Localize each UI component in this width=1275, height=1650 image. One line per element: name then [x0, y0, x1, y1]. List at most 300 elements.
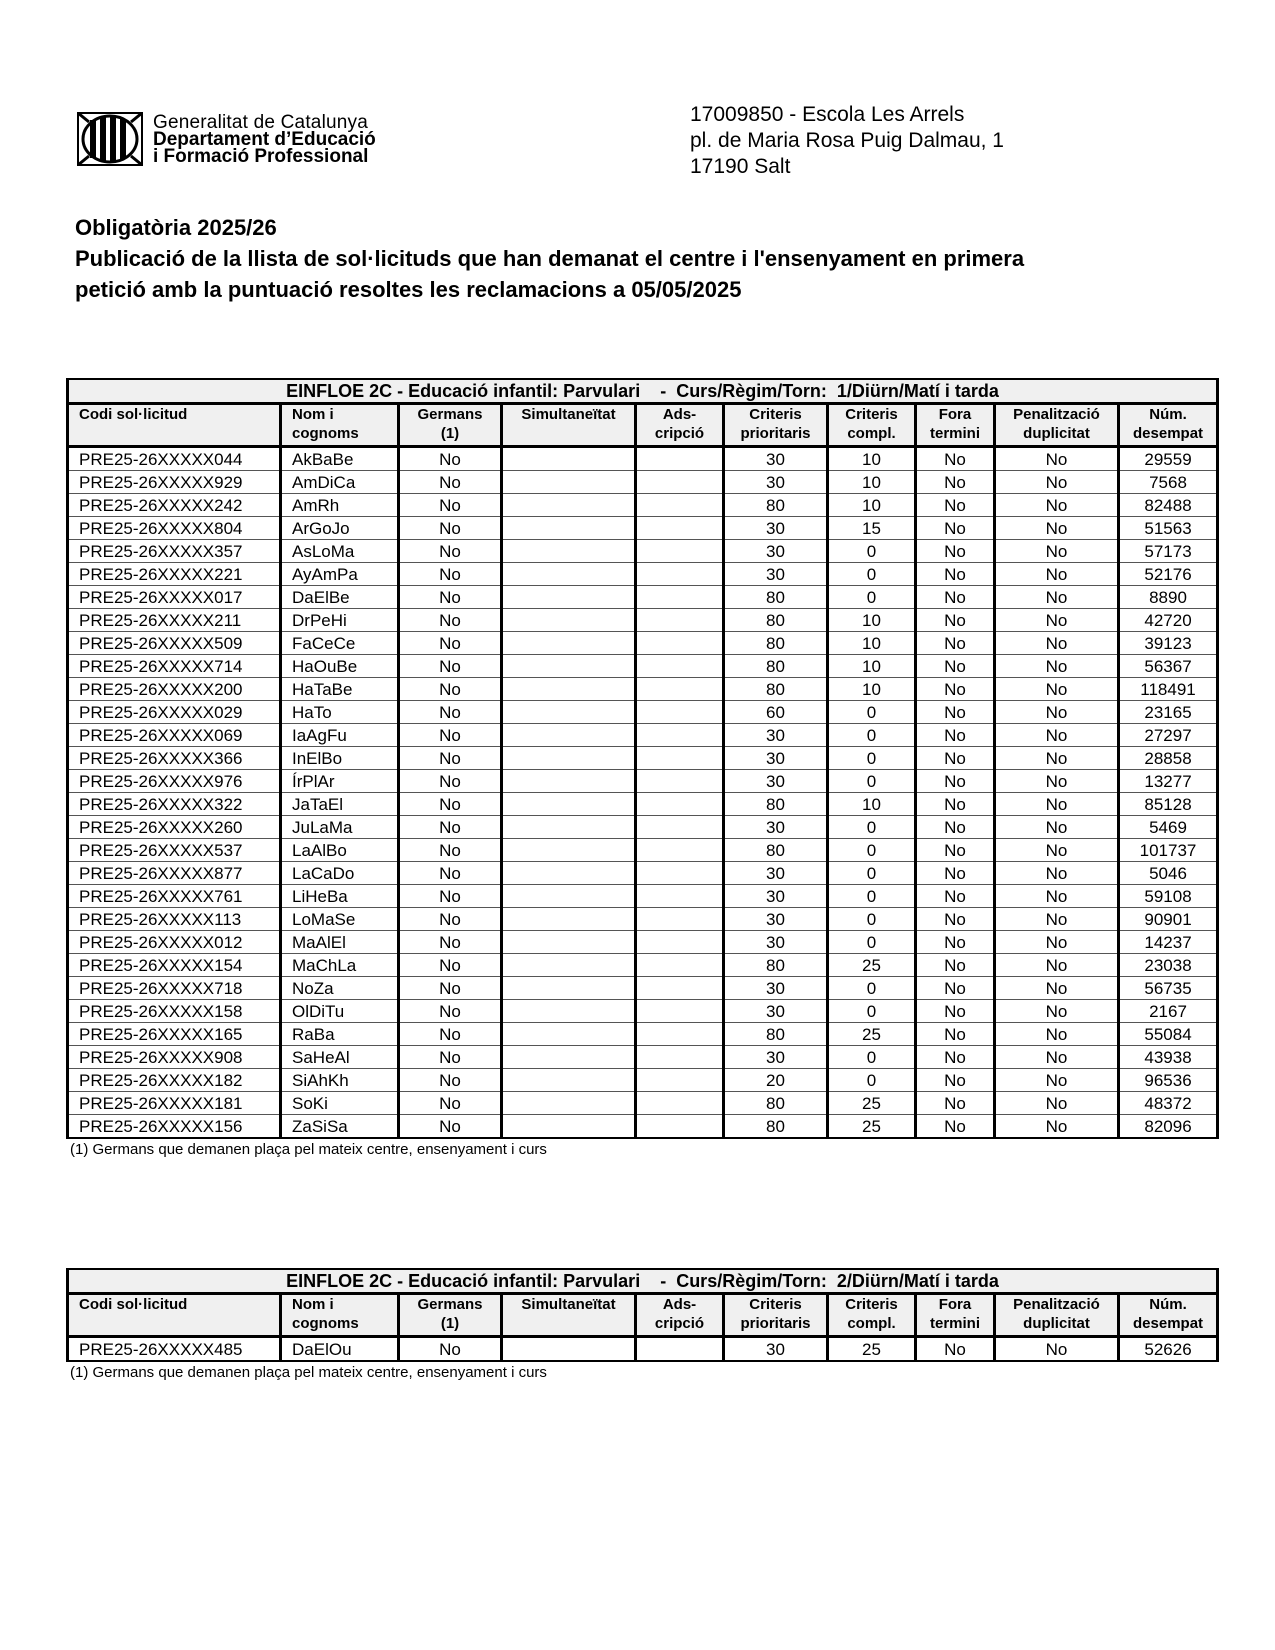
column-header [281, 1294, 399, 1337]
table-cell [636, 816, 724, 839]
table-cell: No [995, 839, 1119, 862]
table-cell: 0 [828, 770, 916, 793]
table-cell: No [916, 1337, 995, 1362]
table-row [68, 701, 1218, 724]
table-cell: No [399, 1046, 502, 1069]
table-cell: PRE25-26XXXXX012 [68, 931, 281, 954]
table-cell: 25 [828, 1023, 916, 1046]
table-cell: JaTaEl [281, 793, 399, 816]
table-cell: MaChLa [281, 954, 399, 977]
table-cell: 80 [724, 586, 828, 609]
table-cell: PRE25-26XXXXX718 [68, 977, 281, 1000]
table-row [68, 1023, 1218, 1046]
table-row [68, 931, 1218, 954]
column-header-line: prioritaris [740, 425, 811, 442]
table-cell: HaTaBe [281, 678, 399, 701]
table-cell: 0 [828, 862, 916, 885]
table-cell: No [916, 540, 995, 563]
table-cell: 30 [724, 931, 828, 954]
column-header-line: Codi sol·licitud [79, 406, 188, 423]
column-header-line: Nom i [292, 406, 334, 423]
table-cell: 0 [828, 931, 916, 954]
table-cell [502, 586, 636, 609]
table-cell: 30 [724, 1337, 828, 1362]
table-cell: DaElOu [281, 1337, 399, 1362]
table-cell: 10 [828, 494, 916, 517]
table-cell: PRE25-26XXXXX877 [68, 862, 281, 885]
table-cell [502, 1000, 636, 1023]
table-cell: 30 [724, 540, 828, 563]
table-cell [636, 632, 724, 655]
table-cell: No [916, 724, 995, 747]
column-header-line: Simultaneïtat [521, 406, 616, 423]
column-header [995, 1294, 1119, 1337]
table-cell: No [995, 977, 1119, 1000]
table-cell: 0 [828, 701, 916, 724]
table-cell: No [399, 1092, 502, 1115]
table-cell: 10 [828, 609, 916, 632]
table-cell: 30 [724, 1000, 828, 1023]
table-cell [502, 471, 636, 494]
column-header [502, 404, 636, 447]
table-cell: No [399, 1069, 502, 1092]
column-header [68, 404, 281, 447]
table-cell: 80 [724, 494, 828, 517]
table-cell: No [916, 885, 995, 908]
table-cell [636, 540, 724, 563]
table-cell [502, 862, 636, 885]
table-cell: No [995, 816, 1119, 839]
table-cell [636, 885, 724, 908]
table-cell: PRE25-26XXXXX165 [68, 1023, 281, 1046]
table-cell: SiAhKh [281, 1069, 399, 1092]
table-cell: No [995, 1000, 1119, 1023]
table-cell: 80 [724, 1092, 828, 1115]
table-cell: 51563 [1119, 517, 1218, 540]
table-row [68, 632, 1218, 655]
school-name: 17009850 - Escola Les Arrels [690, 103, 965, 126]
table-cell: 0 [828, 747, 916, 770]
table-row [68, 839, 1218, 862]
table-cell: 0 [828, 908, 916, 931]
table-cell: 39123 [1119, 632, 1218, 655]
column-header-line: Criteris [749, 1296, 802, 1313]
column-header-line: compl. [847, 1315, 896, 1332]
table-cell: 42720 [1119, 609, 1218, 632]
table-caption: EINFLOE 2C - Educació infantil: Parvulari - Curs/Règim/Torn: 1/Diürn/Matí i tarda [68, 379, 1218, 404]
table-cell: No [995, 862, 1119, 885]
table-cell: JuLaMa [281, 816, 399, 839]
column-header-line: Ads- [662, 406, 697, 423]
table-cell [636, 447, 724, 471]
table-cell [502, 747, 636, 770]
table-cell: No [399, 747, 502, 770]
table-cell [636, 1046, 724, 1069]
table-cell: 10 [828, 632, 916, 655]
table-cell: 56367 [1119, 655, 1218, 678]
column-header-line: Germans [417, 1296, 483, 1313]
table-cell: No [916, 931, 995, 954]
column-header-line: Codi sol·licitud [79, 1296, 188, 1313]
table-cell: PRE25-26XXXXX929 [68, 471, 281, 494]
school-city: 17190 Salt [690, 155, 791, 178]
table-cell: AkBaBe [281, 447, 399, 471]
table-row [68, 471, 1218, 494]
table-cell: No [399, 678, 502, 701]
table-cell: 2167 [1119, 1000, 1218, 1023]
table-cell: PRE25-26XXXXX069 [68, 724, 281, 747]
table-cell: PRE25-26XXXXX322 [68, 793, 281, 816]
table-cell [502, 724, 636, 747]
table-cell: 25 [828, 1337, 916, 1362]
table-cell [636, 701, 724, 724]
table-cell: No [916, 908, 995, 931]
table-row [68, 862, 1218, 885]
table-cell: No [399, 563, 502, 586]
table-cell [636, 977, 724, 1000]
table-cell: PRE25-26XXXXX242 [68, 494, 281, 517]
table-cell: No [399, 770, 502, 793]
table-cell [502, 816, 636, 839]
table-cell [502, 678, 636, 701]
department-logo [77, 112, 376, 166]
table-cell: No [916, 1023, 995, 1046]
table-cell: No [995, 954, 1119, 977]
table-cell [636, 931, 724, 954]
table-cell: OlDiTu [281, 1000, 399, 1023]
table-cell: 55084 [1119, 1023, 1218, 1046]
table-cell: No [995, 1046, 1119, 1069]
table-cell: 8890 [1119, 586, 1218, 609]
table-row [68, 540, 1218, 563]
table-cell: No [916, 471, 995, 494]
column-header-line: Simultaneïtat [521, 1296, 616, 1313]
table-cell: No [399, 862, 502, 885]
table-cell: PRE25-26XXXXX113 [68, 908, 281, 931]
table-cell [502, 1092, 636, 1115]
table-cell: No [995, 447, 1119, 471]
column-header-line: (1) [440, 425, 460, 442]
table-cell: 118491 [1119, 678, 1218, 701]
table-cell [502, 908, 636, 931]
table-cell [636, 1069, 724, 1092]
table-cell: MaAlEl [281, 931, 399, 954]
table-cell [502, 540, 636, 563]
table-cell: HaOuBe [281, 655, 399, 678]
table-cell: 80 [724, 1023, 828, 1046]
column-header-line: cognoms [292, 1315, 359, 1332]
table-cell: 80 [724, 954, 828, 977]
school-info [690, 102, 1004, 180]
table-cell: 82096 [1119, 1115, 1218, 1139]
table-cell: PRE25-26XXXXX156 [68, 1115, 281, 1139]
table-cell: HaTo [281, 701, 399, 724]
table-cell: No [995, 908, 1119, 931]
table-cell: 30 [724, 517, 828, 540]
column-header-line: Ads- [662, 1296, 697, 1313]
table-cell: 96536 [1119, 1069, 1218, 1092]
column-header [399, 404, 502, 447]
table-cell: No [916, 1115, 995, 1139]
table-row [68, 1337, 1218, 1362]
table-cell: No [399, 471, 502, 494]
table-cell: RaBa [281, 1023, 399, 1046]
table-cell [502, 1115, 636, 1139]
table-cell: No [995, 1115, 1119, 1139]
table-cell [502, 1069, 636, 1092]
table-cell: No [399, 816, 502, 839]
column-header-line: Núm. [1149, 406, 1187, 423]
table-cell [502, 701, 636, 724]
table-cell: 0 [828, 816, 916, 839]
table-cell: No [916, 793, 995, 816]
table-cell [636, 747, 724, 770]
table-cell [636, 471, 724, 494]
table-cell: 0 [828, 1046, 916, 1069]
table-cell: PRE25-26XXXXX044 [68, 447, 281, 471]
table-cell [636, 494, 724, 517]
table-cell [636, 1115, 724, 1139]
table-cell: No [399, 793, 502, 816]
table-cell: No [995, 655, 1119, 678]
table-cell: PRE25-26XXXXX485 [68, 1337, 281, 1362]
table-footnote: (1) Germans que demanen plaça pel mateix centre, ensenyament i curs [70, 1364, 547, 1381]
table-cell: LiHeBa [281, 885, 399, 908]
table-cell: 30 [724, 770, 828, 793]
table-cell: LoMaSe [281, 908, 399, 931]
table-cell: 28858 [1119, 747, 1218, 770]
table-cell: 0 [828, 724, 916, 747]
table-cell: 30 [724, 447, 828, 471]
table-cell: 0 [828, 839, 916, 862]
table-cell [636, 609, 724, 632]
table-cell: 10 [828, 447, 916, 471]
table-row [68, 586, 1218, 609]
column-header-line: duplicitat [1023, 425, 1090, 442]
table-cell: No [399, 1000, 502, 1023]
table-row [68, 885, 1218, 908]
column-header [916, 404, 995, 447]
table-cell: No [916, 655, 995, 678]
column-header-line: (1) [440, 1315, 460, 1332]
column-header [68, 1294, 281, 1337]
table-cell: No [399, 908, 502, 931]
table-cell [502, 954, 636, 977]
table-cell: No [995, 609, 1119, 632]
table-cell: No [399, 954, 502, 977]
table-cell: No [995, 770, 1119, 793]
table-cell: AmRh [281, 494, 399, 517]
column-header-line: termini [929, 1315, 980, 1332]
table-cell: 30 [724, 816, 828, 839]
table-cell [502, 447, 636, 471]
column-header [724, 1294, 828, 1337]
generalitat-shield-icon [77, 112, 143, 166]
table-cell: No [916, 632, 995, 655]
table-row [68, 447, 1218, 471]
table-cell: 59108 [1119, 885, 1218, 908]
table-footnote: (1) Germans que demanen plaça pel mateix centre, ensenyament i curs [70, 1141, 547, 1158]
table-cell: 52626 [1119, 1337, 1218, 1362]
table-row [68, 816, 1218, 839]
table-cell: 0 [828, 1069, 916, 1092]
column-header [1119, 1294, 1218, 1337]
table-cell: No [995, 724, 1119, 747]
title-description: Publicació de la llista de sol·licituds que han demanat el centre i l'ensenyament en primera [75, 246, 1025, 271]
table-cell [636, 1092, 724, 1115]
table-cell: 82488 [1119, 494, 1218, 517]
table-cell: 30 [724, 1046, 828, 1069]
table-cell: PRE25-26XXXXX221 [68, 563, 281, 586]
table-row [68, 678, 1218, 701]
table-cell: 5469 [1119, 816, 1218, 839]
table-cell: PRE25-26XXXXX211 [68, 609, 281, 632]
table-cell: 30 [724, 977, 828, 1000]
table-cell [636, 563, 724, 586]
table-cell [636, 724, 724, 747]
table-cell [502, 609, 636, 632]
table-cell: No [916, 609, 995, 632]
table-cell: 0 [828, 1000, 916, 1023]
table-cell: PRE25-26XXXXX357 [68, 540, 281, 563]
table-cell: 30 [724, 724, 828, 747]
table-cell: SaHeAl [281, 1046, 399, 1069]
table-cell: No [995, 517, 1119, 540]
table-cell: 80 [724, 655, 828, 678]
table-cell: PRE25-26XXXXX714 [68, 655, 281, 678]
table-cell: 0 [828, 563, 916, 586]
title-description-2: petició amb la puntuació resoltes les reclamacions a 05/05/2025 [75, 277, 742, 302]
table-cell: No [399, 1337, 502, 1362]
column-header-line: prioritaris [740, 1315, 811, 1332]
table-row [68, 793, 1218, 816]
table-cell [636, 839, 724, 862]
table-cell: No [399, 632, 502, 655]
table-cell: No [399, 447, 502, 471]
column-header [502, 1294, 636, 1337]
table-cell: PRE25-26XXXXX158 [68, 1000, 281, 1023]
table-cell: 23038 [1119, 954, 1218, 977]
column-header-line: cripció [654, 1315, 705, 1332]
table-cell: No [995, 747, 1119, 770]
table-cell: PRE25-26XXXXX182 [68, 1069, 281, 1092]
table-cell: 60 [724, 701, 828, 724]
table-cell: 7568 [1119, 471, 1218, 494]
table-cell: 80 [724, 632, 828, 655]
table-cell: 30 [724, 747, 828, 770]
table-cell: No [916, 563, 995, 586]
table-cell: No [995, 586, 1119, 609]
column-header-line: Germans [417, 406, 483, 423]
table-cell: IaAgFu [281, 724, 399, 747]
table-cell: PRE25-26XXXXX804 [68, 517, 281, 540]
table-cell [502, 563, 636, 586]
table-cell: PRE25-26XXXXX200 [68, 678, 281, 701]
table-row [68, 1046, 1218, 1069]
table-caption: EINFLOE 2C - Educació infantil: Parvulari - Curs/Règim/Torn: 2/Diürn/Matí i tarda [68, 1269, 1218, 1294]
column-header-line: Criteris [845, 1296, 898, 1313]
table-cell: 0 [828, 977, 916, 1000]
data-table [66, 378, 1219, 1139]
table-cell: 14237 [1119, 931, 1218, 954]
table-cell: No [399, 586, 502, 609]
table-cell: ZaSiSa [281, 1115, 399, 1139]
table-cell: 80 [724, 609, 828, 632]
table-cell: No [916, 816, 995, 839]
table-cell: 30 [724, 908, 828, 931]
requests-table-course-2 [66, 1268, 1216, 1381]
column-header [1119, 404, 1218, 447]
column-header-line: Nom i [292, 1296, 334, 1313]
table-cell: No [916, 1000, 995, 1023]
table-cell [502, 1046, 636, 1069]
table-cell: 25 [828, 1115, 916, 1139]
column-header [724, 404, 828, 447]
table-cell: 5046 [1119, 862, 1218, 885]
data-table [66, 1268, 1219, 1362]
table-cell: 20 [724, 1069, 828, 1092]
column-header-line: cognoms [292, 425, 359, 442]
column-header-line: compl. [847, 425, 896, 442]
table-cell: PRE25-26XXXXX537 [68, 839, 281, 862]
table-cell: No [916, 954, 995, 977]
table-cell: 27297 [1119, 724, 1218, 747]
table-cell [636, 655, 724, 678]
table-cell: No [995, 701, 1119, 724]
table-cell: No [995, 632, 1119, 655]
table-cell: 15 [828, 517, 916, 540]
table-row [68, 1092, 1218, 1115]
column-header-line: Fora [938, 1296, 972, 1313]
table-cell [502, 1023, 636, 1046]
table-cell: No [916, 862, 995, 885]
table-cell: No [916, 447, 995, 471]
column-header [399, 1294, 502, 1337]
table-row [68, 977, 1218, 1000]
table-cell: No [399, 1115, 502, 1139]
column-header [636, 1294, 724, 1337]
table-cell: 85128 [1119, 793, 1218, 816]
table-cell: 80 [724, 1115, 828, 1139]
table-cell: AyAmPa [281, 563, 399, 586]
column-header-line: Penalització [1013, 1296, 1100, 1313]
table-cell: 10 [828, 471, 916, 494]
column-header [828, 1294, 916, 1337]
table-cell: No [995, 1069, 1119, 1092]
table-cell: No [995, 885, 1119, 908]
table-cell: 30 [724, 563, 828, 586]
table-cell: No [399, 655, 502, 678]
table-cell [636, 1000, 724, 1023]
table-cell: No [399, 1023, 502, 1046]
column-header [828, 404, 916, 447]
table-cell: NoZa [281, 977, 399, 1000]
table-cell: No [916, 701, 995, 724]
table-cell: No [995, 793, 1119, 816]
table-cell: LaAlBo [281, 839, 399, 862]
column-header [281, 404, 399, 447]
table-cell: No [995, 1023, 1119, 1046]
table-cell [502, 793, 636, 816]
requests-table-course-1 [66, 378, 1216, 1158]
table-cell: 0 [828, 540, 916, 563]
table-cell [636, 1337, 724, 1362]
column-header-line: desempat [1133, 425, 1204, 442]
table-cell: No [399, 724, 502, 747]
table-cell: 80 [724, 839, 828, 862]
table-cell: 13277 [1119, 770, 1218, 793]
table-cell: No [916, 1092, 995, 1115]
